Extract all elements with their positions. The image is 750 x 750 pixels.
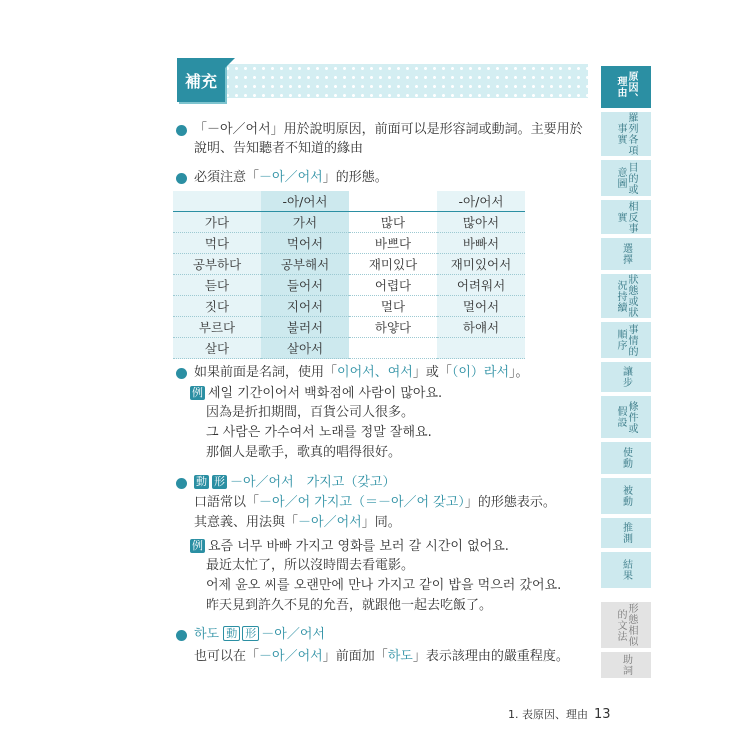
point4-line1-pre: 口語常以「 <box>194 495 260 510</box>
table-row <box>173 338 525 359</box>
table-cell: 살다 <box>173 338 261 359</box>
table-cell: 들어서 <box>261 275 349 296</box>
header-empty-right <box>349 191 437 212</box>
tab-label: 事情的順序 <box>615 323 637 357</box>
point5-title-text: －아／어서 <box>261 627 325 642</box>
point1-line2: 說明、告知聽者不知道的緣由 <box>194 141 364 156</box>
tab-choice[interactable] <box>601 238 651 270</box>
point2-text <box>194 168 388 188</box>
table-cell: 살아서 <box>261 338 349 359</box>
table-cell: 지어서 <box>261 296 349 317</box>
point4-line2-pre: 其意義、用法與「 <box>194 515 299 530</box>
point4-line2 <box>194 513 401 533</box>
table-cell: 하얗다 <box>349 317 437 338</box>
table-row <box>173 296 525 317</box>
table-row <box>173 233 525 254</box>
table-cell: 재미있다 <box>349 254 437 275</box>
table-cell: 공부하다 <box>173 254 261 275</box>
adjective-badge: 形 <box>214 475 225 488</box>
point5-hado: 하도 <box>194 627 220 642</box>
point1-line1: 「－아／어서」用於說明原因，前面可以是形容詞或動詞。主要用於 <box>194 122 583 137</box>
bullet-point-1 <box>176 125 187 136</box>
tab-state[interactable] <box>601 274 651 318</box>
point5-title <box>194 625 325 645</box>
header-empty-left <box>173 191 261 212</box>
table-cell: 어려워서 <box>437 275 525 296</box>
point2-post: 」的形態。 <box>322 170 388 185</box>
table-cell: 바빠서 <box>437 233 525 254</box>
table-cell <box>349 338 437 359</box>
header-form-left: -아/어서 <box>261 191 349 212</box>
point5-line1-form: －아／어서 <box>259 649 323 664</box>
tab-label: 條件或假設 <box>615 400 637 434</box>
tab-label: 選擇 <box>620 243 632 265</box>
point4-line1 <box>194 493 556 513</box>
tab-reason[interactable] <box>601 66 651 108</box>
point5-line1-form2: 하도 <box>387 649 413 664</box>
tab-label: 結果 <box>620 559 632 581</box>
table-cell: 먹어서 <box>261 233 349 254</box>
tab-result[interactable] <box>601 552 651 588</box>
table-cell: 짓다 <box>173 296 261 317</box>
tab-label: 羅列各項事實 <box>615 112 637 156</box>
tab-label: 形態相似的文法 <box>615 603 637 647</box>
table-cell: 멀어서 <box>437 296 525 317</box>
point4-line1-form: －아／어 가지고（＝－아／어 갖고） <box>259 495 465 510</box>
tab-concession[interactable] <box>601 362 651 392</box>
point3-example-2-zh: 那個人是歌手，歌真的唱得很好。 <box>206 445 402 460</box>
tab-sequence[interactable] <box>601 322 651 358</box>
tab-similar-grammar[interactable] <box>601 602 651 648</box>
tab-listing[interactable] <box>601 112 651 156</box>
tab-contrast[interactable] <box>601 200 651 234</box>
table-cell: 멀다 <box>349 296 437 317</box>
bullet-point-2 <box>176 173 187 184</box>
tab-label: 推測 <box>620 522 632 544</box>
table-cell: 먹다 <box>173 233 261 254</box>
point3-example-1-ko <box>190 384 442 404</box>
table-cell: 가서 <box>261 212 349 233</box>
point5-line1-mid: 」前面加「 <box>322 649 388 664</box>
bullet-point-3 <box>176 368 187 379</box>
point3-form1: 이어서、여서 <box>337 365 413 380</box>
tab-label: 原因、理由 <box>615 70 637 104</box>
point4-line1-post: 」的形態表示。 <box>464 495 556 510</box>
point4-example-2-zh: 昨天見到許久不見的允吾，就跟他一起去吃飯了。 <box>206 598 493 613</box>
table-cell: 재미있어서 <box>437 254 525 275</box>
point5-line1-post: 」表示該理由的嚴重程度。 <box>412 649 569 664</box>
adjective-badge: 形 <box>242 626 259 641</box>
tab-purpose[interactable] <box>601 160 651 196</box>
table-cell: 공부해서 <box>261 254 349 275</box>
table-cell <box>437 338 525 359</box>
verb-badge: 動 <box>223 626 240 641</box>
table-cell: 불러서 <box>261 317 349 338</box>
point3-pre: 如果前面是名詞，使用「 <box>194 365 338 380</box>
header-band <box>178 64 588 98</box>
header-form-right: -아/어서 <box>437 191 525 212</box>
tab-label: 助詞 <box>620 654 632 676</box>
table-cell: 많다 <box>349 212 437 233</box>
point2-form: －아／어서 <box>259 170 323 185</box>
tab-label: 相反事實 <box>615 200 637 234</box>
footer-chapter: 1. 表原因、理由 <box>508 708 588 721</box>
verb-badge: 動 <box>196 475 207 488</box>
page-number: 13 <box>594 707 611 722</box>
point3-post: 」。 <box>509 365 529 380</box>
table-cell: 바쁘다 <box>349 233 437 254</box>
section-badge: 補充 <box>177 58 225 102</box>
point4-title <box>194 473 395 493</box>
bullet-point-5 <box>176 630 187 641</box>
point4-line2-post: 」同。 <box>361 515 401 530</box>
table-cell: 부르다 <box>173 317 261 338</box>
point3-mid: 」或「 <box>412 365 452 380</box>
point2-pre: 必須注意「 <box>194 170 260 185</box>
table-row <box>173 317 525 338</box>
table-row <box>173 212 525 233</box>
table-cell: 어렵다 <box>349 275 437 296</box>
point4-example-1-zh: 最近太忙了，所以沒時間去看電影。 <box>206 558 415 573</box>
point3-form2: （이）라서 <box>451 365 510 380</box>
point4-example-1-ko <box>190 537 509 557</box>
tab-condition[interactable] <box>601 396 651 438</box>
point4-example-2-ko: 어제 윤오 씨를 오랜만에 만나 가지고 같이 밥을 먹으러 갔어요. <box>206 578 562 593</box>
tab-label: 狀態或狀況持續 <box>615 274 637 318</box>
table-row <box>173 275 525 296</box>
bullet-point-4 <box>176 478 187 489</box>
tab-passive[interactable] <box>601 478 651 514</box>
example-korean: 요즘 너무 바빠 가지고 영화를 보러 갈 시간이 없어요. <box>208 539 509 554</box>
example-korean: 세일 기간이어서 백화점에 사람이 많아요. <box>208 386 443 401</box>
example-badge: 例 <box>192 539 203 552</box>
point3-text <box>194 363 529 383</box>
tab-label: 讓步 <box>620 366 632 388</box>
tab-causative[interactable] <box>601 442 651 474</box>
page-footer <box>508 706 611 722</box>
point4-title-text: －아／어서 가지고（갖고） <box>230 475 396 490</box>
tab-label: 被動 <box>620 485 632 507</box>
table-cell: 하얘서 <box>437 317 525 338</box>
tab-particles[interactable] <box>601 652 651 678</box>
point3-example-1-zh: 因為是折扣期間，百貨公司人很多。 <box>206 405 415 420</box>
point4-line2-form: －아／어서 <box>298 515 362 530</box>
table-cell: 듣다 <box>173 275 261 296</box>
table-header-row <box>173 191 525 212</box>
table-cell: 많아서 <box>437 212 525 233</box>
table-row <box>173 254 525 275</box>
table-cell: 가다 <box>173 212 261 233</box>
tab-guess[interactable] <box>601 518 651 548</box>
point5-line1 <box>194 647 569 667</box>
example-badge: 例 <box>192 386 203 399</box>
tab-label: 目的或意圖 <box>615 161 637 195</box>
point5-line1-pre: 也可以在「 <box>194 649 260 664</box>
conjugation-table <box>173 191 525 359</box>
tab-label: 使動 <box>620 447 632 469</box>
point3-example-2-ko: 그 사람은 가수여서 노래를 정말 잘해요. <box>206 425 432 440</box>
